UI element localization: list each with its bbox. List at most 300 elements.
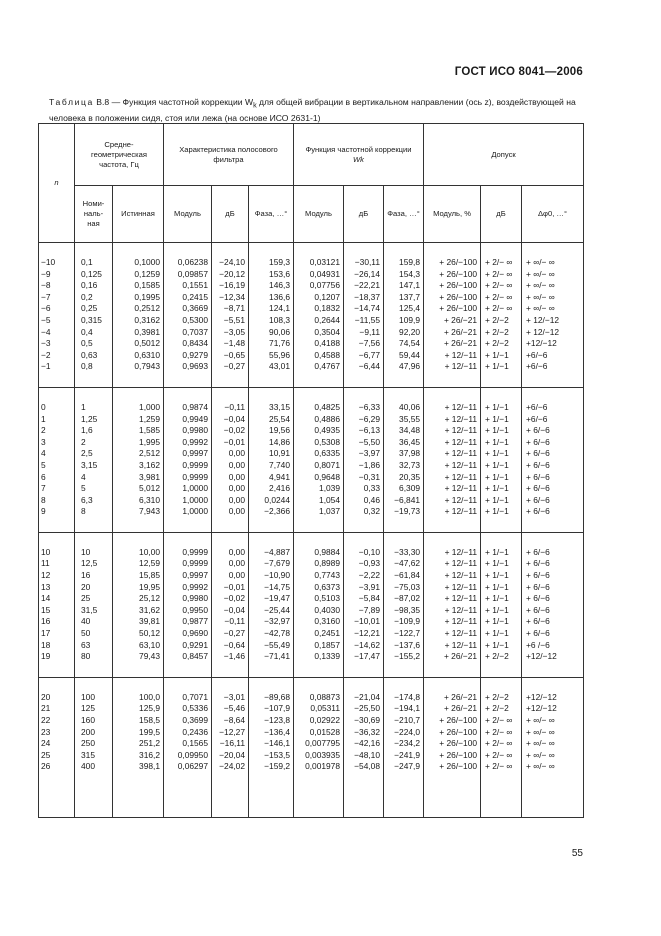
table-cell: + ∞/− ∞ bbox=[522, 257, 584, 269]
table-cell: + 1/−1 bbox=[481, 593, 522, 605]
table-cell: + 1/−1 bbox=[481, 506, 522, 518]
table-cell: −5 bbox=[39, 315, 75, 327]
spacer-cell bbox=[113, 773, 164, 818]
table-cell: −0,64 bbox=[212, 640, 249, 652]
table-row bbox=[39, 448, 584, 460]
spacer-cell bbox=[294, 532, 344, 547]
table-row bbox=[39, 327, 584, 339]
table-cell: + 2/− ∞ bbox=[481, 727, 522, 739]
table-cell: 400 bbox=[75, 761, 113, 773]
table-cell: −210,7 bbox=[384, 715, 424, 727]
spacer-cell bbox=[522, 387, 584, 402]
header-true: Истинная bbox=[113, 186, 164, 243]
table-cell: 0,5012 bbox=[113, 338, 164, 350]
table-cell: −20,04 bbox=[212, 750, 249, 762]
table-cell: 0,4 bbox=[75, 327, 113, 339]
table-cell: 0,6335 bbox=[294, 448, 344, 460]
spacer-cell bbox=[384, 773, 424, 818]
table-cell: −109,9 bbox=[384, 616, 424, 628]
table-cell: 0,1565 bbox=[164, 738, 212, 750]
table-cell: −12,21 bbox=[344, 628, 384, 640]
table-row bbox=[39, 361, 584, 373]
table-cell: 0,9877 bbox=[164, 616, 212, 628]
table-cell: 36,45 bbox=[384, 437, 424, 449]
table-cell: −8,71 bbox=[212, 303, 249, 315]
table-cell: −17,47 bbox=[344, 651, 384, 663]
table-cell: 0,00 bbox=[212, 483, 249, 495]
table-cell: + 2/−2 bbox=[481, 315, 522, 327]
header-modulus: Модуль bbox=[164, 186, 212, 243]
table-cell: 5 bbox=[39, 460, 75, 472]
table-cell: + 2/−2 bbox=[481, 327, 522, 339]
spacer-cell bbox=[249, 518, 294, 533]
table-cell: −2 bbox=[39, 350, 75, 362]
table-cell: + 1/−1 bbox=[481, 361, 522, 373]
group-spacer bbox=[39, 663, 584, 678]
table-row bbox=[39, 257, 584, 269]
table-cell: −241,9 bbox=[384, 750, 424, 762]
spacer-cell bbox=[164, 518, 212, 533]
spacer-cell bbox=[384, 387, 424, 402]
table-cell: −3,01 bbox=[212, 692, 249, 704]
table-cell: 21 bbox=[39, 703, 75, 715]
header-tol-db: дБ bbox=[481, 186, 522, 243]
spacer-cell bbox=[113, 387, 164, 402]
spacer-cell bbox=[164, 387, 212, 402]
table-cell: + 12/−11 bbox=[424, 558, 481, 570]
spacer-cell bbox=[424, 387, 481, 402]
table-cell: + ∞/− ∞ bbox=[522, 750, 584, 762]
table-cell: 0,7071 bbox=[164, 692, 212, 704]
table-cell: −0,11 bbox=[212, 616, 249, 628]
spacer-cell bbox=[75, 773, 113, 818]
table-cell: 34,48 bbox=[384, 425, 424, 437]
table-cell: −0,27 bbox=[212, 361, 249, 373]
table-cell: 0,1832 bbox=[294, 303, 344, 315]
table-cell: + 2/−2 bbox=[481, 703, 522, 715]
table-cell: −87,02 bbox=[384, 593, 424, 605]
table-cell: 0,5 bbox=[75, 338, 113, 350]
spacer-cell bbox=[344, 387, 384, 402]
table-row bbox=[39, 350, 584, 362]
spacer-cell bbox=[384, 677, 424, 692]
table-cell: 6,310 bbox=[113, 495, 164, 507]
table-cell: 10 bbox=[75, 547, 113, 559]
spacer-cell bbox=[75, 373, 113, 388]
table-cell: 26 bbox=[39, 761, 75, 773]
table-cell: + 2/− ∞ bbox=[481, 257, 522, 269]
table-cell: 0,6373 bbox=[294, 582, 344, 594]
table-cell: 25 bbox=[75, 593, 113, 605]
table-cell: 5,012 bbox=[113, 483, 164, 495]
spacer-cell bbox=[39, 373, 75, 388]
table-cell: 0,00 bbox=[212, 558, 249, 570]
table-cell: + 2/− ∞ bbox=[481, 750, 522, 762]
table-cell: −9 bbox=[39, 269, 75, 281]
spacer-cell bbox=[212, 387, 249, 402]
table-cell: +6/−6 bbox=[522, 350, 584, 362]
table-cell: −0,65 bbox=[212, 350, 249, 362]
table-cell: +12/−12 bbox=[522, 703, 584, 715]
table-cell: 2,5 bbox=[75, 448, 113, 460]
table-cell: 0,33 bbox=[344, 483, 384, 495]
table-cell: +12/−12 bbox=[522, 651, 584, 663]
header-weighting-text: Функция частотной коррекции bbox=[305, 144, 412, 154]
table-cell: +12/−12 bbox=[522, 692, 584, 704]
table-row bbox=[39, 616, 584, 628]
table-cell: + 6/−6 bbox=[522, 472, 584, 484]
table-cell: + 6/−6 bbox=[522, 616, 584, 628]
spacer-cell bbox=[344, 373, 384, 388]
spacer-cell bbox=[344, 677, 384, 692]
table-row bbox=[39, 483, 584, 495]
table-cell: 14 bbox=[39, 593, 75, 605]
table-cell: −4 bbox=[39, 327, 75, 339]
table-cell: 3,15 bbox=[75, 460, 113, 472]
table-cell: 0,1 bbox=[75, 257, 113, 269]
table-cell: + 12/−11 bbox=[424, 460, 481, 472]
table-cell: −30,69 bbox=[344, 715, 384, 727]
table-cell: +6/−6 bbox=[522, 402, 584, 414]
table-cell: −14,74 bbox=[344, 303, 384, 315]
table-cell: + 6/−6 bbox=[522, 437, 584, 449]
table-cell: −89,68 bbox=[249, 692, 294, 704]
table-cell: 316,2 bbox=[113, 750, 164, 762]
table-row bbox=[39, 292, 584, 304]
table-cell: 0,9690 bbox=[164, 628, 212, 640]
table-cell: 251,2 bbox=[113, 738, 164, 750]
table-cell: + 6/−6 bbox=[522, 605, 584, 617]
table-cell: 6,3 bbox=[75, 495, 113, 507]
table-cell: −24,10 bbox=[212, 257, 249, 269]
table-cell: 1,585 bbox=[113, 425, 164, 437]
table-cell: 4 bbox=[75, 472, 113, 484]
table-cell: + 12/−11 bbox=[424, 593, 481, 605]
header-weighting-symbol: Wk bbox=[353, 154, 364, 164]
table-cell: + 1/−1 bbox=[481, 437, 522, 449]
table-cell: 7 bbox=[39, 483, 75, 495]
table-cell: 136,6 bbox=[249, 292, 294, 304]
table-cell: 0,09857 bbox=[164, 269, 212, 281]
spacer-cell bbox=[294, 387, 344, 402]
table-cell: 1 bbox=[75, 402, 113, 414]
table-cell: 3,981 bbox=[113, 472, 164, 484]
spacer-cell bbox=[522, 243, 584, 258]
caption-text-2: для общей вибрации в вертикальном направлении (ось z), воздействующей на человека в положении сидя, стоя или лежа (на основе ИСО 2631-1) bbox=[49, 97, 576, 123]
table-cell: −54,08 bbox=[344, 761, 384, 773]
table-cell: 250 bbox=[75, 738, 113, 750]
spacer-cell bbox=[522, 373, 584, 388]
table-cell: 0,5308 bbox=[294, 437, 344, 449]
table-cell: + ∞/− ∞ bbox=[522, 303, 584, 315]
table-cell: + 12/−11 bbox=[424, 425, 481, 437]
group-spacer bbox=[39, 387, 584, 402]
table-cell: 0,4188 bbox=[294, 338, 344, 350]
table-cell: 0,6310 bbox=[113, 350, 164, 362]
table-row bbox=[39, 280, 584, 292]
table-cell: 109,9 bbox=[384, 315, 424, 327]
table-cell: 25,54 bbox=[249, 414, 294, 426]
spacer-cell bbox=[113, 243, 164, 258]
table-cell: 1,6 bbox=[75, 425, 113, 437]
table-cell: + ∞/− ∞ bbox=[522, 292, 584, 304]
table-cell: 1,995 bbox=[113, 437, 164, 449]
spacer-cell bbox=[164, 532, 212, 547]
table-cell: 0,5300 bbox=[164, 315, 212, 327]
table-cell: 0,3504 bbox=[294, 327, 344, 339]
table-cell: −18,37 bbox=[344, 292, 384, 304]
table-cell: 31,62 bbox=[113, 605, 164, 617]
table-row bbox=[39, 460, 584, 472]
table-cell: 0,9693 bbox=[164, 361, 212, 373]
spacer-cell bbox=[522, 773, 584, 818]
table-cell: +6/−6 bbox=[522, 414, 584, 426]
table-cell: 0,00 bbox=[212, 547, 249, 559]
table-row bbox=[39, 558, 584, 570]
table-cell: + 26/−100 bbox=[424, 280, 481, 292]
table-cell: 0,8 bbox=[75, 361, 113, 373]
table-cell: −234,2 bbox=[384, 738, 424, 750]
table-cell: 125,9 bbox=[113, 703, 164, 715]
table-row bbox=[39, 640, 584, 652]
table-cell: + 12/−12 bbox=[522, 315, 584, 327]
table-cell: + 26/−21 bbox=[424, 315, 481, 327]
table-cell: + 12/−11 bbox=[424, 361, 481, 373]
spacer-cell bbox=[212, 243, 249, 258]
table-cell: −3,05 bbox=[212, 327, 249, 339]
table-cell: + 1/−1 bbox=[481, 547, 522, 559]
table-cell: −55,49 bbox=[249, 640, 294, 652]
table-cell: −0,01 bbox=[212, 437, 249, 449]
table-cell: −5,84 bbox=[344, 593, 384, 605]
table-cell: + 12/−11 bbox=[424, 616, 481, 628]
table-cell: + 1/−1 bbox=[481, 472, 522, 484]
spacer-cell bbox=[212, 773, 249, 818]
spacer-cell bbox=[384, 518, 424, 533]
table-cell: + 26/−100 bbox=[424, 257, 481, 269]
table-cell: + 12/−11 bbox=[424, 483, 481, 495]
table-cell: 159,8 bbox=[384, 257, 424, 269]
table-cell: + 26/−100 bbox=[424, 727, 481, 739]
table-cell: 16 bbox=[39, 616, 75, 628]
spacer-cell bbox=[113, 532, 164, 547]
table-cell: 0,4825 bbox=[294, 402, 344, 414]
table-cell: + 12/−11 bbox=[424, 570, 481, 582]
table-cell: 10 bbox=[39, 547, 75, 559]
table-cell: 0,1339 bbox=[294, 651, 344, 663]
table-cell: 20,35 bbox=[384, 472, 424, 484]
table-cell: 147,1 bbox=[384, 280, 424, 292]
table-cell: + 1/−1 bbox=[481, 350, 522, 362]
table-cell: 22 bbox=[39, 715, 75, 727]
table-cell: 0,1585 bbox=[113, 280, 164, 292]
table-cell: −1,86 bbox=[344, 460, 384, 472]
spacer-cell bbox=[424, 663, 481, 678]
table-cell: 153,6 bbox=[249, 269, 294, 281]
table-cell: 0,09950 bbox=[164, 750, 212, 762]
spacer-cell bbox=[294, 373, 344, 388]
spacer-cell bbox=[294, 243, 344, 258]
spacer-cell bbox=[481, 532, 522, 547]
table-cell: 0,4588 bbox=[294, 350, 344, 362]
table-cell: 0,9999 bbox=[164, 547, 212, 559]
table-cell: −16,11 bbox=[212, 738, 249, 750]
table-cell: + 26/−21 bbox=[424, 651, 481, 663]
table-cell: + 1/−1 bbox=[481, 460, 522, 472]
table-cell: 0,9884 bbox=[294, 547, 344, 559]
table-cell: −7,89 bbox=[344, 605, 384, 617]
table-cell: + 6/−6 bbox=[522, 448, 584, 460]
table-cell: 35,55 bbox=[384, 414, 424, 426]
table-cell: + 26/−100 bbox=[424, 738, 481, 750]
table-cell: 14,86 bbox=[249, 437, 294, 449]
group-spacer bbox=[39, 773, 584, 818]
table-cell: 11 bbox=[39, 558, 75, 570]
table-cell: + 1/−1 bbox=[481, 495, 522, 507]
table-cell: 158,5 bbox=[113, 715, 164, 727]
table-cell: +6/−6 bbox=[522, 361, 584, 373]
table-cell: + 12/−11 bbox=[424, 506, 481, 518]
table-cell: 33,15 bbox=[249, 402, 294, 414]
spacer-cell bbox=[39, 663, 75, 678]
table-cell: −0,01 bbox=[212, 582, 249, 594]
table-cell: −155,2 bbox=[384, 651, 424, 663]
table-cell: 4,941 bbox=[249, 472, 294, 484]
spacer-cell bbox=[424, 373, 481, 388]
table-row bbox=[39, 338, 584, 350]
spacer-cell bbox=[249, 532, 294, 547]
spacer-cell bbox=[384, 243, 424, 258]
table-cell: 0,00 bbox=[212, 495, 249, 507]
table-row bbox=[39, 303, 584, 315]
table-cell: 0,2644 bbox=[294, 315, 344, 327]
table-cell: −9,11 bbox=[344, 327, 384, 339]
table-cell: 0,46 bbox=[344, 495, 384, 507]
table-cell: 90,06 bbox=[249, 327, 294, 339]
table-cell: −75,03 bbox=[384, 582, 424, 594]
table-cell: 0,007795 bbox=[294, 738, 344, 750]
table-cell: −0,31 bbox=[344, 472, 384, 484]
table-cell: 0,2 bbox=[75, 292, 113, 304]
table-cell: + 12/−11 bbox=[424, 472, 481, 484]
header-weighting bbox=[294, 124, 424, 186]
table-cell: 10,00 bbox=[113, 547, 164, 559]
spacer-cell bbox=[424, 243, 481, 258]
spacer-cell bbox=[294, 677, 344, 692]
table-cell: + 6/−6 bbox=[522, 628, 584, 640]
table-cell: 0,2512 bbox=[113, 303, 164, 315]
table-row bbox=[39, 715, 584, 727]
table-cell: + 12/−11 bbox=[424, 605, 481, 617]
table-cell: 0,9992 bbox=[164, 582, 212, 594]
table-cell: −10,90 bbox=[249, 570, 294, 582]
spacer-cell bbox=[75, 532, 113, 547]
table-cell: 0,05311 bbox=[294, 703, 344, 715]
table-cell: −7,679 bbox=[249, 558, 294, 570]
spacer-cell bbox=[522, 677, 584, 692]
table-cell: 398,1 bbox=[113, 761, 164, 773]
table-cell: + 1/−1 bbox=[481, 402, 522, 414]
table-cell: + 6/−6 bbox=[522, 495, 584, 507]
table-cell: 92,20 bbox=[384, 327, 424, 339]
spacer-cell bbox=[39, 243, 75, 258]
table-cell: 7,943 bbox=[113, 506, 164, 518]
table-cell: −122,7 bbox=[384, 628, 424, 640]
table-cell: −0,93 bbox=[344, 558, 384, 570]
spacer-cell bbox=[75, 518, 113, 533]
table-cell: + 12/−11 bbox=[424, 448, 481, 460]
table-cell: 7,740 bbox=[249, 460, 294, 472]
table-cell: 124,1 bbox=[249, 303, 294, 315]
caption-subscript: k bbox=[253, 101, 257, 110]
table-cell: 0,8071 bbox=[294, 460, 344, 472]
table-cell: 2 bbox=[39, 425, 75, 437]
table-cell: + 2/−2 bbox=[481, 692, 522, 704]
table-cell: + 26/−100 bbox=[424, 715, 481, 727]
table-cell: 159,3 bbox=[249, 257, 294, 269]
table-cell: −6,33 bbox=[344, 402, 384, 414]
table-cell: 74,54 bbox=[384, 338, 424, 350]
spacer-cell bbox=[384, 663, 424, 678]
table-cell: −1,48 bbox=[212, 338, 249, 350]
table-cell: 1,000 bbox=[113, 402, 164, 414]
table-cell: 0,8434 bbox=[164, 338, 212, 350]
table-cell: 0,9279 bbox=[164, 350, 212, 362]
table-cell: 0,32 bbox=[344, 506, 384, 518]
table-cell: −0,02 bbox=[212, 425, 249, 437]
table-cell: 19 bbox=[39, 651, 75, 663]
table-cell: 0,9949 bbox=[164, 414, 212, 426]
table-cell: −14,75 bbox=[249, 582, 294, 594]
table-cell: −0,04 bbox=[212, 605, 249, 617]
table-cell: 20 bbox=[75, 582, 113, 594]
table-cell: 160 bbox=[75, 715, 113, 727]
table-cell: 50 bbox=[75, 628, 113, 640]
table-cell: −0,04 bbox=[212, 414, 249, 426]
table-cell: + 1/−1 bbox=[481, 605, 522, 617]
table-cell: 1,0000 bbox=[164, 506, 212, 518]
table-cell: 1 bbox=[39, 414, 75, 426]
table-row bbox=[39, 651, 584, 663]
header-tol-modulus: Модуль, % bbox=[424, 186, 481, 243]
header-modulus-2: Модуль bbox=[294, 186, 344, 243]
table-cell: −25,50 bbox=[344, 703, 384, 715]
table-row bbox=[39, 628, 584, 640]
table-cell: 137,7 bbox=[384, 292, 424, 304]
table-cell: + 1/−1 bbox=[481, 640, 522, 652]
table-cell: 25 bbox=[39, 750, 75, 762]
table-cell: +12/−12 bbox=[522, 338, 584, 350]
table-cell: −7,56 bbox=[344, 338, 384, 350]
table-cell: 1,054 bbox=[294, 495, 344, 507]
table-cell: 0,5103 bbox=[294, 593, 344, 605]
table-cell: 0,4767 bbox=[294, 361, 344, 373]
spacer-cell bbox=[424, 677, 481, 692]
spacer-cell bbox=[249, 663, 294, 678]
spacer-cell bbox=[249, 677, 294, 692]
spacer-cell bbox=[344, 532, 384, 547]
spacer-cell bbox=[384, 373, 424, 388]
table-cell: 0,2451 bbox=[294, 628, 344, 640]
table-cell: 1,0000 bbox=[164, 495, 212, 507]
table-cell: −0,10 bbox=[344, 547, 384, 559]
table-cell: 32,73 bbox=[384, 460, 424, 472]
standard-header: ГОСТ ИСО 8041—2006 bbox=[454, 66, 583, 78]
table-cell: + 2/− ∞ bbox=[481, 292, 522, 304]
table-cell: + 26/−100 bbox=[424, 303, 481, 315]
spacer-cell bbox=[75, 387, 113, 402]
table-cell: 0,3160 bbox=[294, 616, 344, 628]
